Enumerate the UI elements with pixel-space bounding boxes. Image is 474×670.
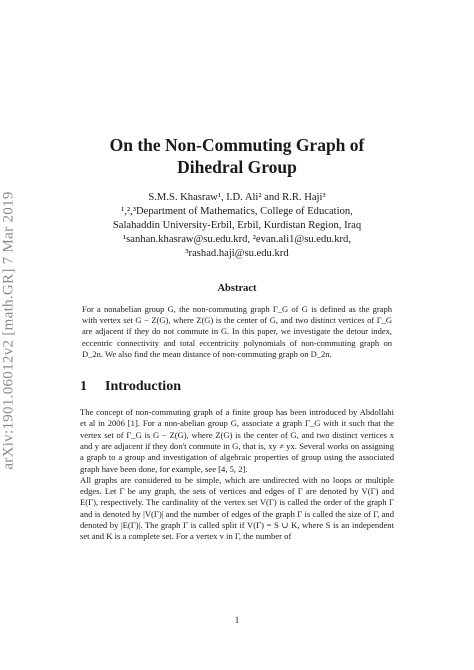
arxiv-side-stamp	[0, 160, 18, 500]
section-heading	[80, 379, 394, 395]
section-number: 1	[80, 379, 87, 395]
section-title: Introduction	[105, 379, 181, 395]
abstract-text: For a nonabelian group G, the non-commuting graph Γ_G of G is defined as the graph with vertex set G − Z(G), where Z(G) is the center of G, and two distinct vertices of Γ_G are adjacent if they do not commute in G. In this paper, we investigate the detour index, eccentric connectivity and total eccentricity polynomials of non-commuting graph on D_2n. We also find the mean distance of non-commuting graph on D_2n.	[82, 304, 392, 359]
emails-line-1: ¹sanhan.khasraw@su.edu.krd, ²evan.ali1@su.edu.krd,	[123, 234, 351, 245]
affiliation-line-2: Salahaddin University-Erbil, Erbil, Kurdistan Region, Iraq	[112, 220, 362, 231]
paper-title-line-2: Dihedral Group	[177, 157, 297, 177]
paper-title-line-1: On the Non-Commuting Graph of	[109, 135, 365, 155]
abstract-heading: Abstract	[217, 283, 257, 294]
paper-page	[80, 134, 394, 543]
emails-line-2: ³rashad.haji@su.edu.krd	[185, 248, 289, 259]
page-number: 1	[234, 615, 240, 625]
affiliation-line-1: ¹,²,³Department of Mathematics, College of Education,	[121, 206, 353, 217]
intro-paragraph-1: The concept of non-commuting graph of a finite group has been introduced by Abdollahi et al in 2006 [1]. For a non-abelian group G, associate a graph Γ_G with it such that the vertex set of Γ_G is G − Z(G), where Z(G) is the center of G, and two distinct vertices x and y are adjacent if they don't commute in G, that is, xy ≠ yx. Several works on assigning a graph to a group and investigation of algebraic properties of group using the associated graph have been done, for example, see [4, 5, 2].	[80, 407, 394, 474]
intro-paragraph-2: All graphs are considered to be simple, which are undirected with no loops or multiple edges. Let Γ be any graph, the sets of vertices and edges of Γ are denoted by V(Γ) and E(Γ), respectively. The cardinality of the vertex set V(Γ) is called the order of the graph Γ and is denoted by |V(Γ)| and the number of edges of the graph Γ is called the size of Γ, and denoted by |E(Γ)|. The graph Γ is called split if V(Γ) = S ∪ K, where S is an independent set and K is a complete set. For a vertex v in Γ, the number of	[80, 474, 394, 542]
arxiv-identifier: arXiv:1901.06012v2 [math.GR] 7 Mar 2019	[0, 190, 17, 470]
author-list: S.M.S. Khasraw¹, I.D. Ali² and R.R. Haji³	[148, 192, 326, 203]
